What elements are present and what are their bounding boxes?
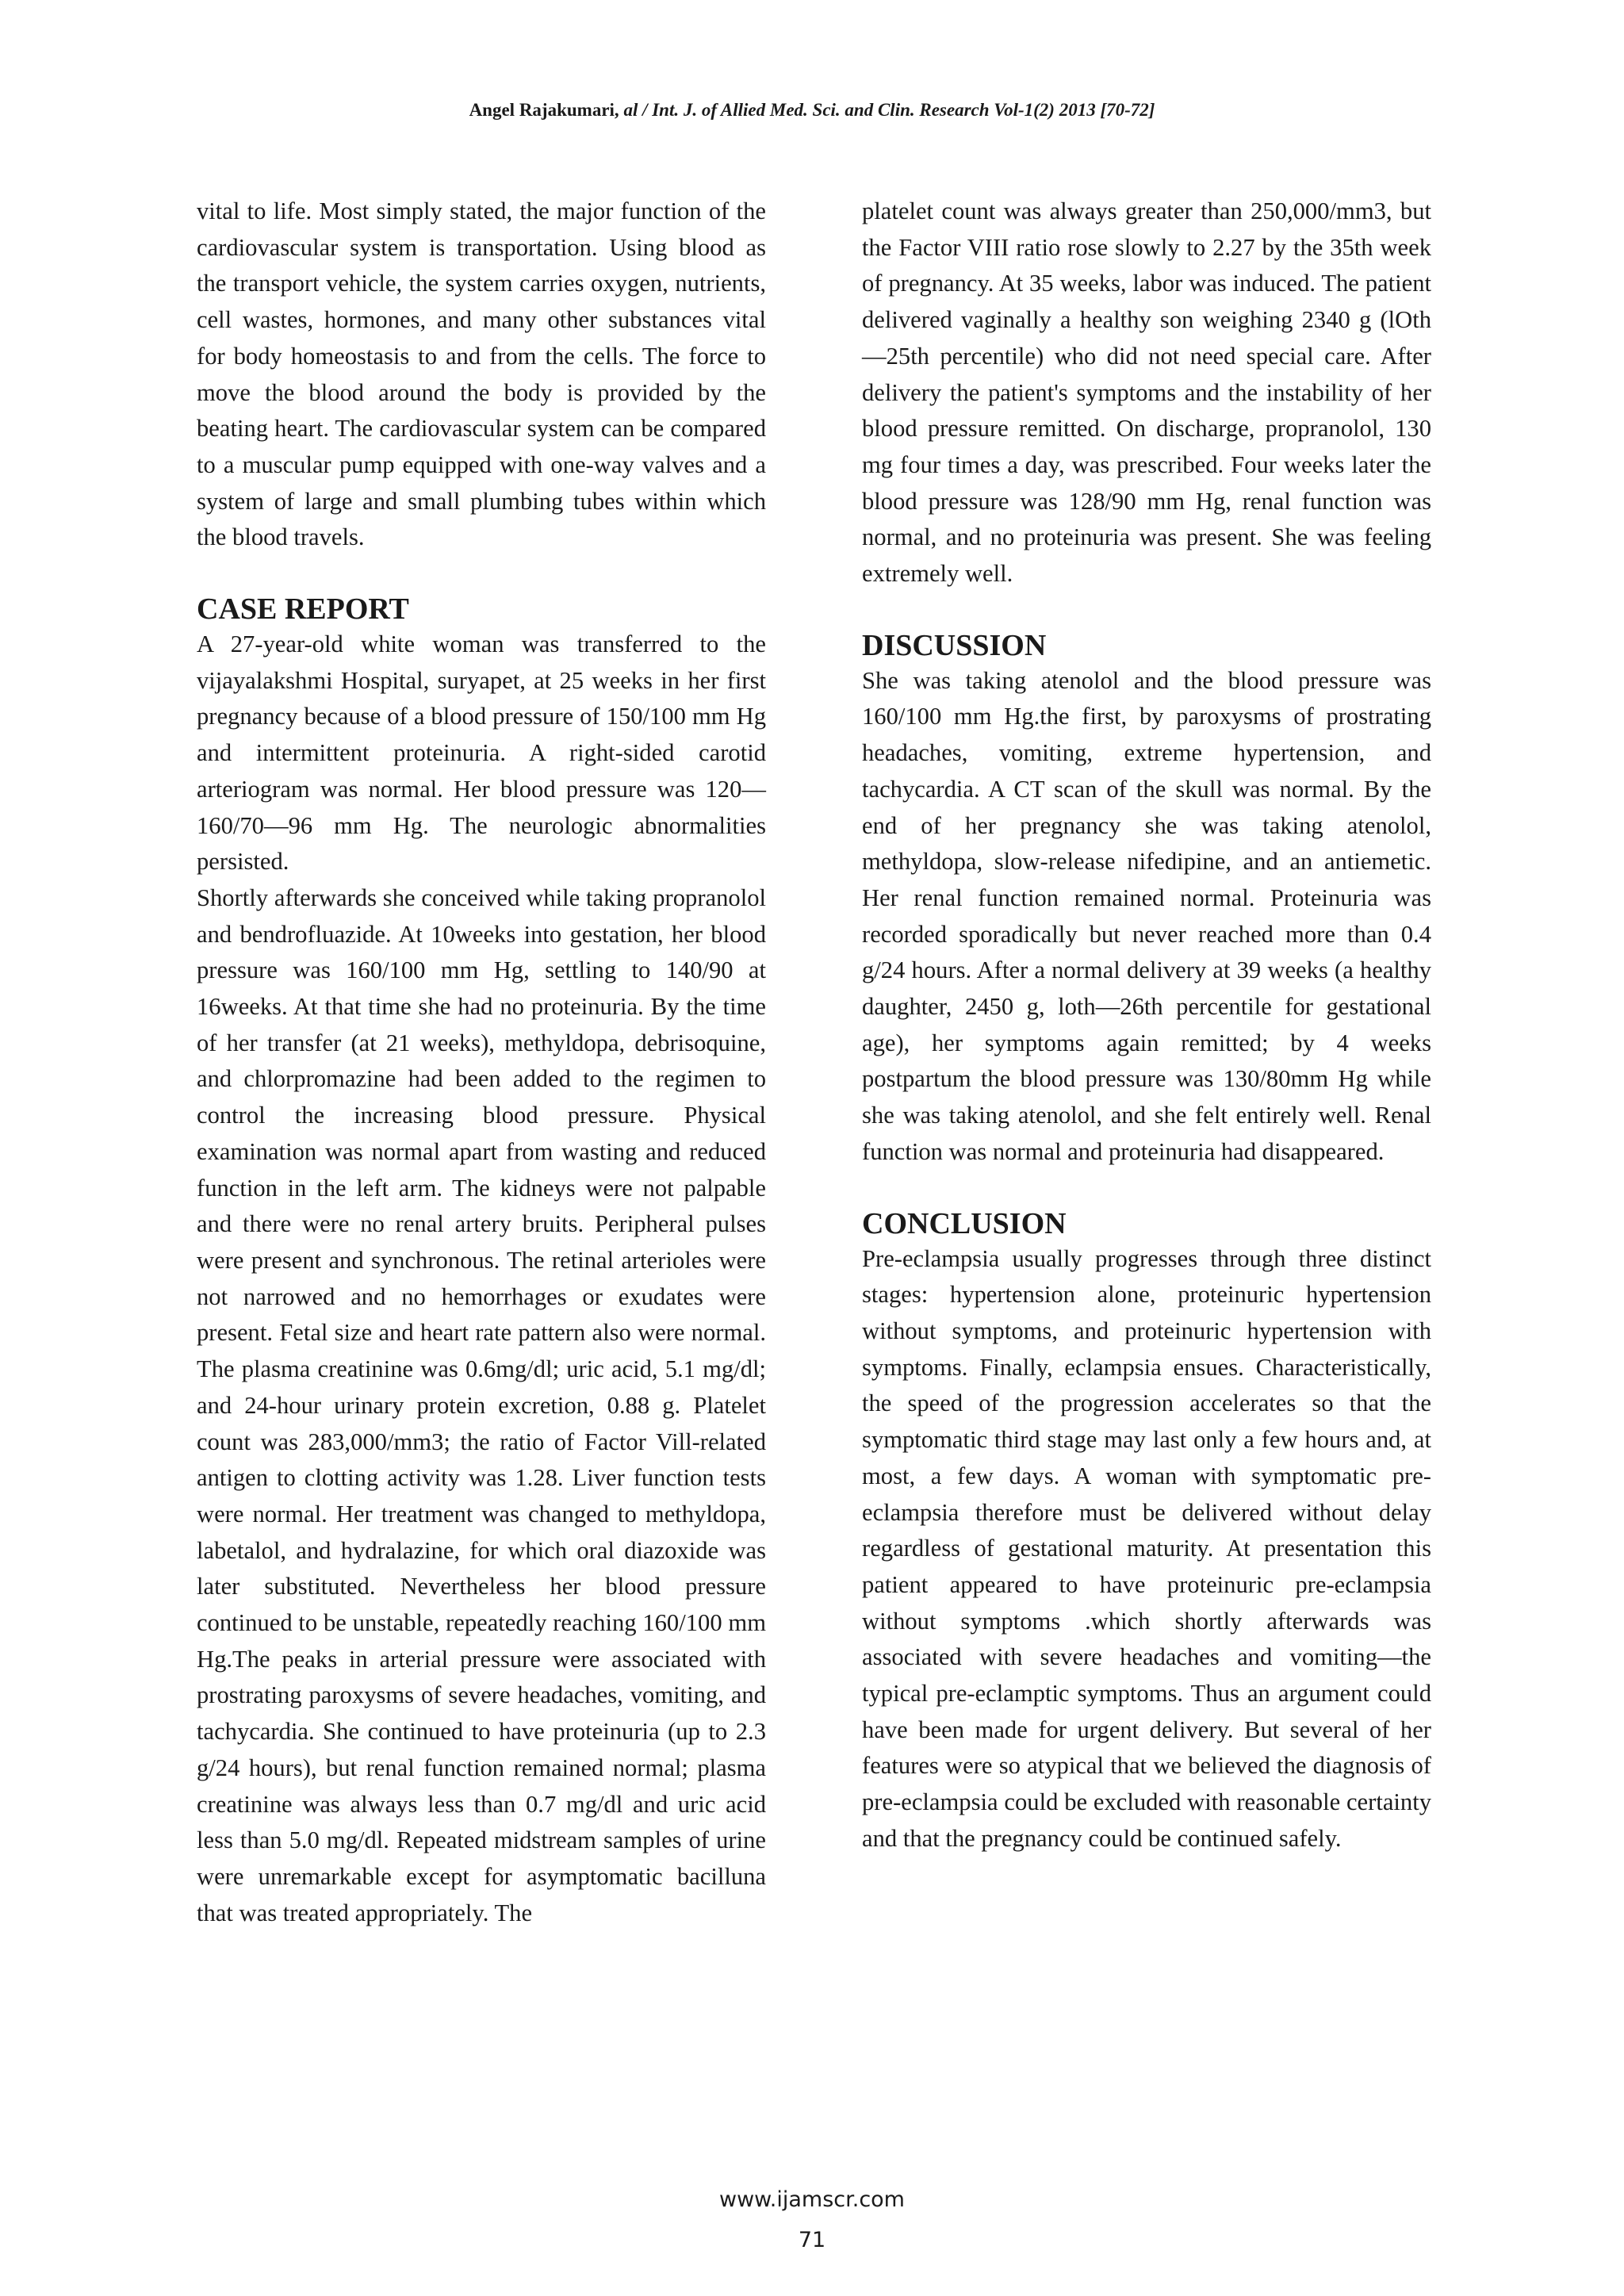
header-author: Angel Rajakumari,	[469, 100, 619, 120]
section-spacer	[862, 592, 1431, 628]
case-report-heading: CASE REPORT	[197, 592, 409, 627]
discussion-paragraph: She was taking atenolol and the blood pressure was 160/100 mm Hg.the first, by paroxysms of prostrating headaches, vomiting, extreme hypertension, and tachycardia. A CT scan of the skull was normal. By the end of her pregnancy she was taking atenolol, methyldopa, slow-release nifedipine, and an antiemetic. Her renal function remained normal. Proteinuria was recorded sporadically but never reached more than 0.4 g/24 hours. After a normal delivery at 39 weeks (a healthy daughter, 2450 g, loth—26th percentile for gestational age), her symptoms again remitted; by 4 weeks postpartum the blood pressure was 130/80mm Hg while she was taking atenolol, and she felt entirely well. Renal function was normal and proteinuria had disappeared.	[862, 666, 1431, 1165]
footer-url[interactable]: www.ijamscr.com	[719, 2187, 905, 2212]
case-report-paragraph-1: A 27-year-old white woman was transferred to the vijayalakshmi Hospital, suryapet, at 25 weeks in her first pregnancy because of a blood pressure of 150/100 mm Hg and intermittent proteinuria. A right-sided carotid arteriogram was normal. Her blood pressure was 120—160/70—96 mm Hg. The neurologic abnormalities persisted.	[197, 631, 766, 876]
discussion-heading: DISCUSSION	[862, 628, 1047, 662]
running-header	[0, 98, 1624, 122]
left-column	[197, 194, 766, 1931]
conclusion-paragraph: Pre-eclampsia usually progresses through three distinct stages: hypertension alone, proteinuric hypertension without symptoms, and proteinuric hypertension with symptoms. Finally, eclampsia ensues. Characteristically, the speed of the progression accelerates so that the symptomatic third stage may last only a few hours and, at most, a few days. A woman with symptomatic pre-eclampsia therefore must be delivered without delay regardless of gestational maturity. At presentation this patient appeared to have proteinuric pre-eclampsia without symptoms .which shortly afterwards was associated with severe headaches and vomiting—the typical pre-eclamptic symptoms. Thus an argument could have been made for urgent delivery. But several of her features were so atypical that we believed the diagnosis of pre-eclampsia could be excluded with reasonable certainty and that the pregnancy could be continued safely.	[862, 1244, 1431, 1852]
case-report-paragraph-2: Shortly afterwards she conceived while taking propranolol and bendrofluazide. At 10weeks into gestation, her blood pressure was 160/100 mm Hg, settling to 140/90 at 16weeks. At that time she had no proteinuria. By the time of her transfer (at 21 weeks), methyldopa, debrisoquine, and chlorpromazine had been added to the regimen to control the increasing blood pressure. Physical examination was normal apart from wasting and reduced function in the left arm. The kidneys were not palpable and there were no renal artery bruits. Peripheral pulses were present and synchronous. The retinal arterioles were not narrowed and no hemorrhages or exudates were present. Fetal size and heart rate pattern also were normal. The plasma creatinine was 0.6mg/dl; uric acid, 5.1 mg/dl; and 24-hour urinary protein excretion, 0.88 g. Platelet count was 283,000/mm3; the ratio of Factor Vill-related antigen to clotting activity was 1.28. Liver function tests were normal. Her treatment was changed to methyldopa, labetalol, and hydralazine, for which oral diazoxide was later substituted. Nevertheless her blood pressure continued to be unstable, repeatedly reaching 160/100 mm Hg.The peaks in arterial pressure were associated with prostrating paroxysms of severe headaches, vomiting, and tachycardia. She continued to have proteinuria (up to 2.3 g/24 hours), but renal function remained normal; plasma creatinine was always less than 0.7 mg/dl and uric acid less than 5.0 mg/dl. Repeated midstream samples of urine were unremarkable except for asymptomatic bacilluna that was treated appropriately. The	[197, 884, 766, 1926]
right-column	[862, 194, 1431, 1857]
conclusion-heading: CONCLUSION	[862, 1206, 1067, 1240]
section-spacer	[197, 556, 766, 592]
section-spacer	[862, 1171, 1431, 1206]
page-number: 71	[798, 2228, 826, 2252]
header-citation: al / Int. J. of Allied Med. Sci. and Clin. Research Vol-1(2) 2013 [70-72]	[619, 100, 1155, 120]
intro-paragraph: vital to life. Most simply stated, the major function of the cardiovascular system is transportation. Using blood as the transport vehicle, the system carries oxygen, nutrients, cell wastes, hormones, and many other substances vital for body homeostasis to and from the cells. The force to move the blood around the body is provided by the beating heart. The cardiovascular system can be compared to a muscular pump equipped with one-way valves and a system of large and small plumbing tubes within which the blood travels.	[197, 197, 766, 551]
case-report-continuation: platelet count was always greater than 250,000/mm3, but the Factor VIII ratio rose slowly to 2.27 by the 35th week of pregnancy. At 35 weeks, labor was induced. The patient delivered vaginally a healthy son weighing 2340 g (lOth—25th percentile) who did not need special care. After delivery the patient's symptoms and the instability of her blood pressure remitted. On discharge, propranolol, 130 mg four times a day, was prescribed. Four weeks later the blood pressure was 128/90 mm Hg, renal function was normal, and no proteinuria was present. She was feeling extremely well.	[862, 197, 1431, 588]
